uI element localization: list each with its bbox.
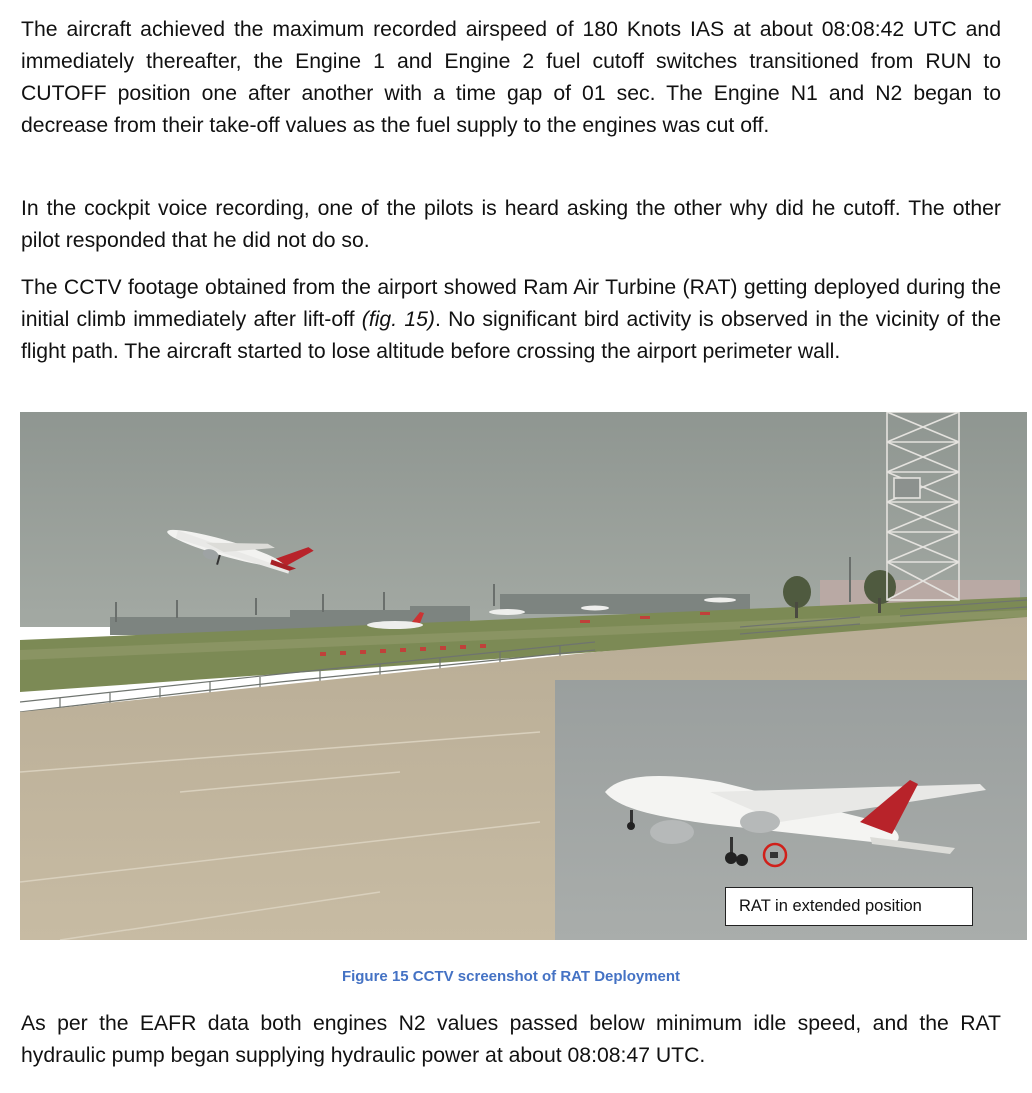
cctv-screenshot-figure xyxy=(20,412,1027,940)
paragraph-cctv-text-1: The CCTV footage obtained from the airport showed Ram Air Turbine (RAT) getting deployed during the initial climb immediately after lift-off xyxy=(21,276,1001,331)
paragraph-airspeed-cutoff: The aircraft achieved the maximum recorded airspeed of 180 Knots IAS at about 08:08:42 UTC and immediately thereafter, the Engine 1 and Engine 2 fuel cutoff switches transitioned from RUN to CUTOFF position one after another with a time gap of 01 sec. The Engine N1 and N2 began to decrease from their take-off values as the fuel supply to the engines was cut off. xyxy=(21,18,1001,137)
figure-reference: (fig. 15) xyxy=(361,308,435,331)
paragraph-cockpit-voice: In the cockpit voice recording, one of the pilots is heard asking the other why did he cutoff. The other pilot responded that he did not do so. xyxy=(21,197,1001,252)
paragraph-cctv-text-2: . No significant bird activity is observed in the vicinity of the flight path. The aircraft started to lose altitude before crossing the airport perimeter wall. xyxy=(21,308,1001,363)
paragraph-cctv-footage xyxy=(21,272,1001,368)
rat-callout-label: RAT in extended position xyxy=(725,887,973,926)
paragraph-eafr-data: As per the EAFR data both engines N2 values passed below minimum idle speed, and the RAT hydraulic pump began supplying hydraulic power at about 08:08:47 UTC. xyxy=(21,1012,1001,1067)
figure-caption: Figure 15 CCTV screenshot of RAT Deployment xyxy=(341,968,681,985)
